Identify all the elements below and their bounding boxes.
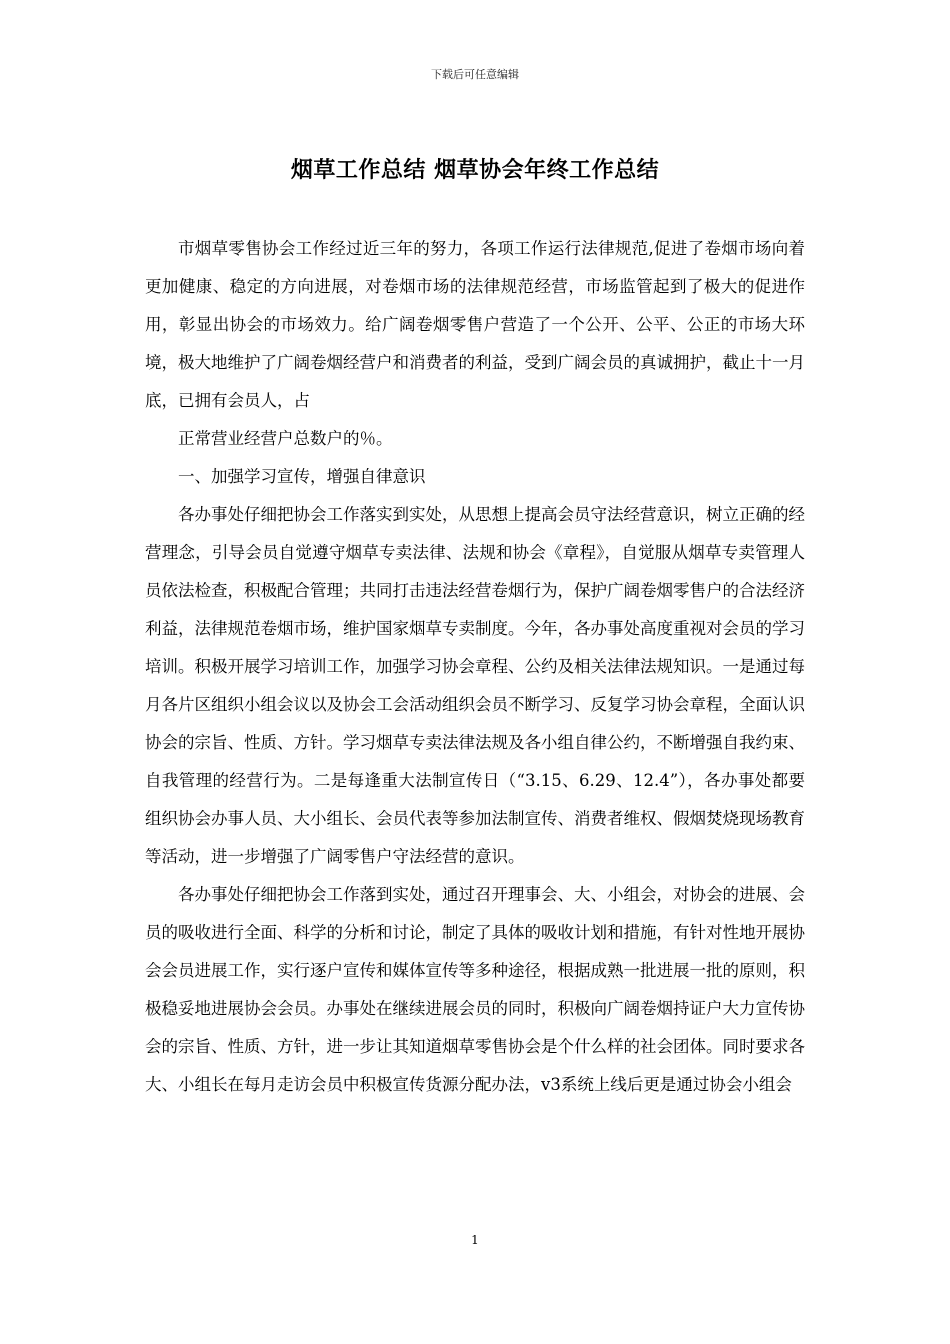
document-title: 烟草工作总结 烟草协会年终工作总结 [290,158,660,183]
paragraph-member-development: 各办事处仔细把协会工作落到实处，通过召开理事会、大、小组会，对协会的进展、会员的吸收进行全面、科学的分析和讨论，制定了具体的吸收计划和措施，有针对性地开展协会会员进展工作，实行逐户宣传和媒体宣传等多种途径，根据成熟一批进展一批的原则，积极稳妥地进展协会会员。办事处在继续进展会员的同时，积极向广阔卷烟持证户大力宣传协会的宗旨、性质、方针，进一步让其知道烟草零售协会是个什么样的社会团体。同时要求各大、小组长在每月走访会员中积极宣传货源分配办法，v3系统上线后更是通过协会小组会 [145,885,805,1094]
paragraph-percentage: 正常营业经营户总数户的％。 [178,429,393,448]
paragraph-intro: 市烟草零售协会工作经过近三年的努力，各项工作运行法律规范,促进了卷烟市场向着更加健康、稳定的方向进展，对卷烟市场的法律规范经营，市场监管起到了极大的促进作用，彰显出协会的市场效力。给广阔卷烟零售户营造了一个公开、公平、公正的市场大环境，极大地维护了广阔卷烟经营户和消费者的利益，受到广阔会员的真诚拥护，截止十一月底，已拥有会员人，占 [145,239,805,410]
section-heading-1: 一、加强学习宣传，增强自律意识 [178,467,426,486]
header-note: 下载后可任意编辑 [431,68,519,81]
paragraph-study-promotion: 各办事处仔细把协会工作落实到实处，从思想上提高会员守法经营意识，树立正确的经营理念，引导会员自觉遵守烟草专卖法律、法规和协会《章程》，自觉服从烟草专卖管理人员依法检查，积极配合管理；共同打击违法经营卷烟行为，保护广阔卷烟零售户的合法经济利益，法律规范卷烟市场，维护国家烟草专卖制度。今年，各办事处高度重视对会员的学习培训。积极开展学习培训工作，加强学习协会章程、公约及相关法律法规知识。一是通过每月各片区组织小组会议以及协会工会活动组织会员不断学习、反复学习协会章程，全面认识协会的宗旨、性质、方针。学习烟草专卖法律法规及各小组自律公约，不断增强自我约束、自我管理的经营行为。二是每逢重大法制宣传日（“3.15、6.29、12.4”），各办事处都要组织协会办事人员、大小组长、会员代表等参加法制宣传、消费者维权、假烟焚烧现场教育等活动，进一步增强了广阔零售户守法经营的意识。 [145,505,805,866]
page-number: 1 [471,1233,479,1247]
document-body [145,230,805,1104]
